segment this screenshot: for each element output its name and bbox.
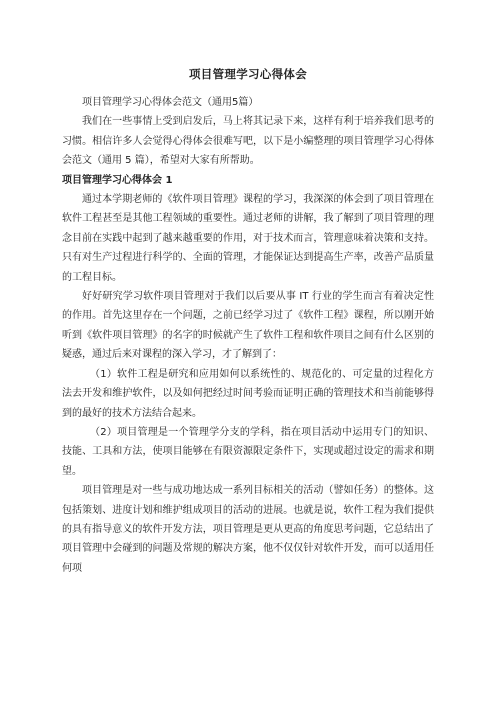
intro-paragraph: 我们在一些事情上受到启发后，马上将其记录下来，这样有利于培养我们思考的习惯。相信许多人会觉得心得体会很难写吧，以下是小编整理的项目管理学习心得体会范文（通用 5 篇），希望对大家有所帮助。	[62, 116, 434, 167]
list-item-2: （2）项目管理是一个管理学分支的学科，指在项目活动中运用专门的知识、技能、工具和方法，使项目能够在有限资源限定条件下，实现或超过设定的需求和期望。	[62, 426, 434, 477]
list-item-1: （1）软件工程是研究和应用如何以系统性的、规范化的、可定量的过程化方法去开发和维护软件，以及如何把经过时间考验而证明正确的管理技术和当前能够得到的最好的技术方法结合起来。	[62, 368, 434, 419]
document-title: 项目管理学习心得体会	[189, 67, 307, 81]
subtitle-paragraph: 项目管理学习心得体会范文（通用5篇）	[82, 97, 259, 108]
document-body	[62, 93, 434, 578]
section-heading: 项目管理学习心得体会 1	[62, 174, 173, 186]
body-paragraph: 好好研究学习软件项目管理对于我们以后要从事 IT 行业的学生而言有着决定性的作用。首先这里存在一个问题，之前已经学习过了《软件工程》课程，所以刚开始听到《软件项目管理》的名字的时候就产生了软件工程和软件项目之间有什么区别的疑惑，通过后来对课程的深入学习，才了解到了：	[62, 291, 434, 361]
body-paragraph: 项目管理是对一些与成功地达成一系列目标相关的活动（譬如任务）的整体。这包括策划、进度计划和维护组成项目的活动的进展。也就是说，软件工程为我们提供的具有指导意义的软件开发方法，项目管理是更从更高的角度思考问题，它总结出了项目管理中会碰到的问题及常规的解决方案，他不仅仅针对软件开发，而可以适用任何项	[62, 485, 434, 574]
body-paragraph: 通过本学期老师的《软件项目管理》课程的学习，我深深的体会到了项目管理在软件工程甚至是其他工程领域的重要性。通过老师的讲解，我了解到了项目管理的理念目前在实践中起到了越来越重要的作用，对于技术而言，管理意味着决策和支持。只有对生产过程进行科学的、全面的管理，才能保证达到提高生产率，改善产品质量的工程目标。	[62, 194, 434, 283]
